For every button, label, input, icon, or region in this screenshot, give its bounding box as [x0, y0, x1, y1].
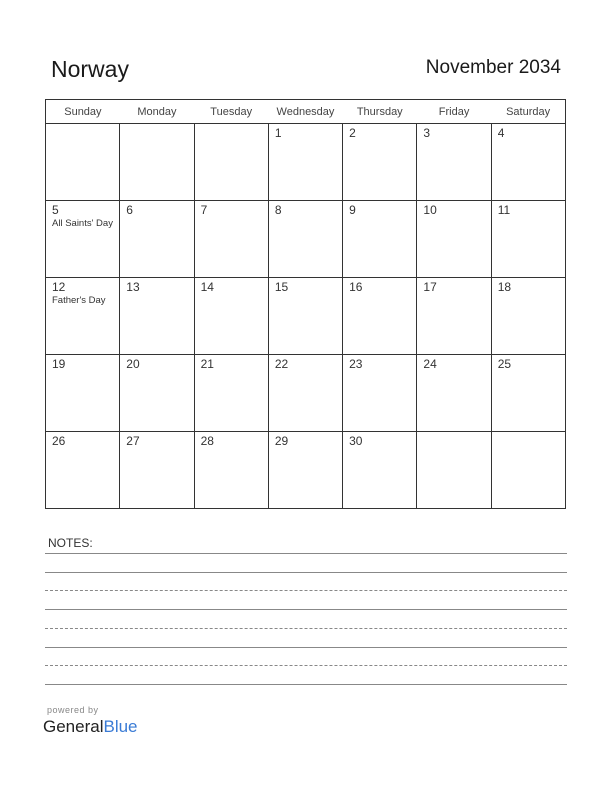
day-number: 23 [349, 357, 363, 371]
day-cell [46, 355, 120, 432]
day-cell [417, 124, 491, 201]
day-number [46, 124, 119, 126]
day-cell [194, 201, 268, 278]
day-cell [417, 432, 491, 509]
powered-by-text: powered by [47, 705, 99, 715]
holiday-label: All Saints' Day [52, 218, 113, 229]
day-number: 29 [274, 434, 289, 448]
day-number: 15 [274, 280, 289, 294]
notes-line [45, 609, 567, 610]
day-number: 14 [200, 280, 214, 294]
weekday-header: Monday [120, 100, 194, 124]
day-cell [46, 124, 120, 201]
day-number: 26 [52, 434, 66, 448]
day-cell [491, 124, 565, 201]
week-row [46, 278, 566, 355]
weekday-header: Saturday [491, 100, 565, 124]
day-number: 16 [349, 280, 363, 294]
day-cell [120, 124, 194, 201]
notes-line [45, 553, 567, 554]
day-cell [268, 355, 342, 432]
day-number: 30 [349, 434, 363, 448]
day-cell [120, 355, 194, 432]
weekday-header: Wednesday [268, 100, 342, 124]
week-row [46, 355, 566, 432]
notes-line [45, 590, 567, 591]
day-cell [343, 201, 417, 278]
day-cell [343, 355, 417, 432]
day-number [492, 432, 565, 434]
week-row [46, 201, 566, 278]
day-number: 28 [200, 434, 214, 448]
day-cell [120, 278, 194, 355]
calendar-grid [45, 99, 566, 509]
day-number: 9 [349, 203, 356, 217]
holiday-label: Father's Day [52, 295, 106, 306]
day-cell [417, 278, 491, 355]
day-cell [343, 432, 417, 509]
day-number: 1 [274, 126, 282, 140]
day-cell [194, 432, 268, 509]
day-cell [417, 201, 491, 278]
day-cell [120, 201, 194, 278]
day-number: 17 [423, 280, 437, 294]
day-cell [46, 278, 120, 355]
day-number: 22 [274, 357, 289, 371]
day-number [195, 124, 268, 126]
month-year-title: November 2034 [425, 57, 561, 78]
week-row [46, 124, 566, 201]
day-cell [46, 201, 120, 278]
day-cell [491, 201, 565, 278]
day-cell [194, 355, 268, 432]
day-cell [194, 124, 268, 201]
day-cell [491, 432, 565, 509]
notes-line [45, 572, 567, 573]
day-cell [268, 432, 342, 509]
weekday-header: Sunday [46, 100, 120, 124]
day-cell [268, 278, 342, 355]
day-number: 3 [423, 126, 431, 140]
day-cell [194, 278, 268, 355]
day-cell [46, 432, 120, 509]
day-number: 24 [423, 357, 437, 371]
day-cell [491, 278, 565, 355]
country-title: Norway [51, 56, 129, 82]
day-number: 5 [52, 203, 59, 217]
day-number: 13 [126, 280, 140, 294]
notes-label: NOTES: [48, 536, 93, 550]
brand-logo [43, 717, 138, 737]
notes-line [45, 665, 567, 666]
day-number [120, 124, 193, 126]
notes-line [45, 684, 567, 685]
day-number: 4 [497, 126, 505, 140]
notes-line [45, 628, 567, 629]
day-cell [343, 278, 417, 355]
day-cell [417, 355, 491, 432]
day-number: 6 [126, 203, 133, 217]
day-cell [491, 355, 565, 432]
day-cell [343, 124, 417, 201]
weekday-header: Thursday [343, 100, 417, 124]
day-cell [120, 432, 194, 509]
day-number: 7 [200, 203, 208, 217]
day-number: 2 [349, 126, 356, 140]
day-number: 11 [497, 203, 511, 217]
notes-line [45, 647, 567, 648]
weekday-header: Friday [417, 100, 491, 124]
day-cell [268, 201, 342, 278]
day-number: 21 [200, 357, 214, 371]
day-number [417, 432, 490, 434]
day-number: 12 [52, 280, 66, 294]
day-number: 8 [274, 203, 282, 217]
day-number: 27 [126, 434, 140, 448]
weekday-header: Tuesday [194, 100, 268, 124]
brand-general: General [43, 717, 104, 736]
day-number: 10 [423, 203, 437, 217]
day-number: 25 [497, 357, 512, 371]
brand-blue: Blue [103, 717, 138, 736]
day-number: 19 [52, 357, 66, 371]
day-cell [268, 124, 342, 201]
weekday-header-row [46, 100, 566, 124]
day-number: 20 [126, 357, 140, 371]
day-number: 18 [497, 280, 512, 294]
week-row [46, 432, 566, 509]
